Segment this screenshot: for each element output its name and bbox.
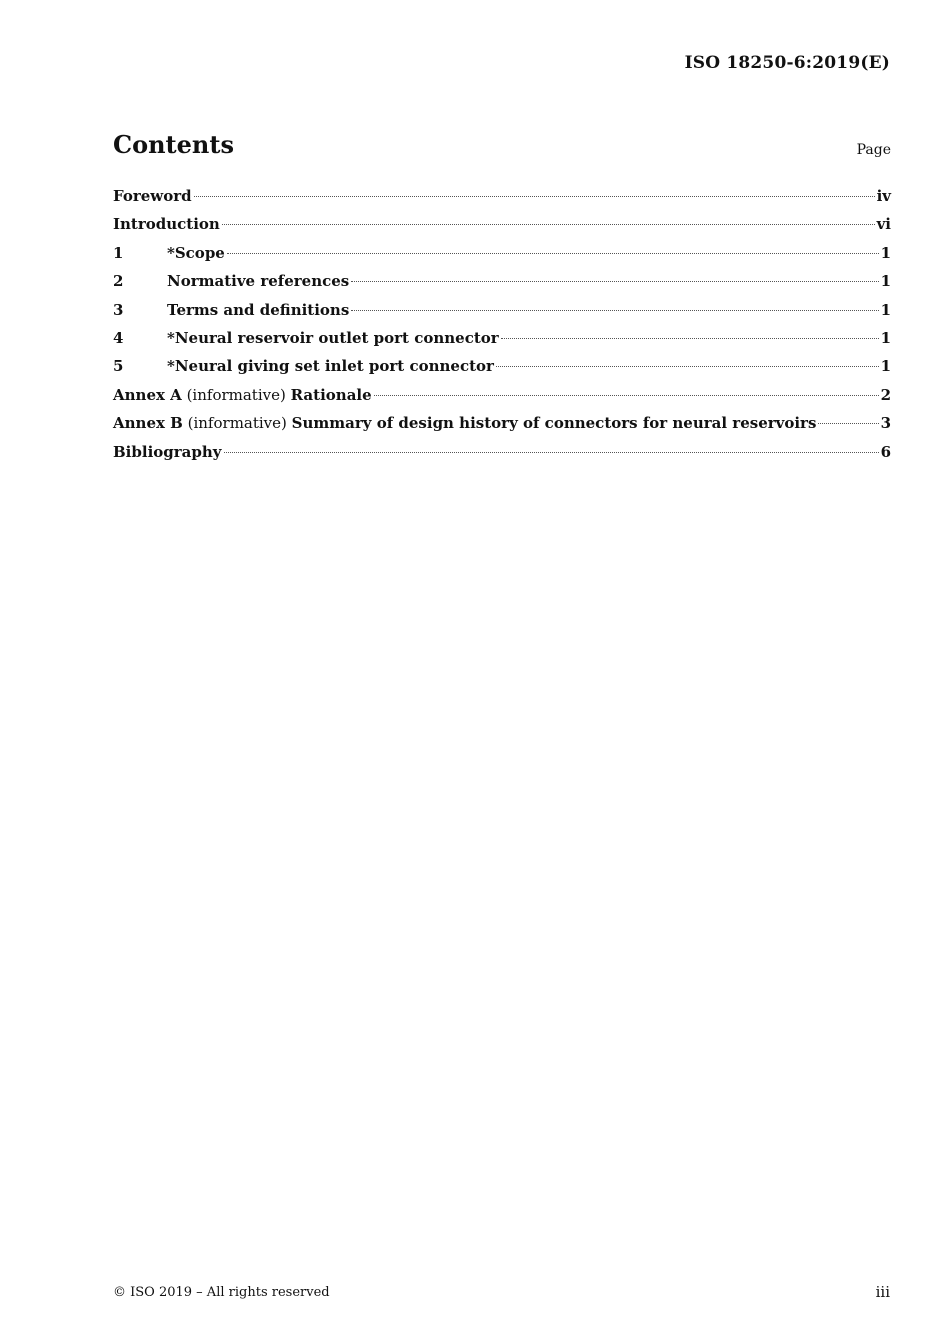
- toc-entry-text: [167, 241, 225, 265]
- toc-entry-text: [113, 383, 372, 407]
- dot-leader: [194, 196, 875, 197]
- toc-annex-label: Annex A: [113, 385, 182, 404]
- toc-entry-title: *Scope: [167, 243, 225, 262]
- toc-entry-title: Terms and definitions: [167, 300, 350, 319]
- toc-annex-qualifier: (informative): [186, 385, 286, 404]
- dot-leader: [351, 310, 878, 311]
- toc-entry-page: 3: [880, 414, 891, 433]
- dot-leader: [227, 253, 879, 254]
- toc-annex-qualifier: (informative): [187, 414, 287, 433]
- toc-entry-page: vi: [876, 215, 891, 234]
- toc-entry-number: 5: [113, 357, 124, 376]
- toc-entry-number: 3: [113, 300, 124, 319]
- toc-entry-page: 1: [880, 328, 891, 347]
- toc-entry[interactable]: [113, 326, 891, 354]
- toc-entry-page: 2: [880, 385, 891, 404]
- toc-entry-text: [113, 212, 220, 236]
- toc-entry-text: [167, 269, 349, 293]
- dot-leader: [222, 224, 875, 225]
- toc-entry-text: [113, 411, 816, 435]
- toc-entry[interactable]: [113, 212, 891, 240]
- toc-entry-page: 1: [880, 272, 891, 291]
- toc-entry-title: Introduction: [113, 215, 220, 234]
- toc-entry-number: 4: [113, 328, 124, 347]
- toc-entry-text: [167, 354, 494, 378]
- contents-header: [113, 130, 891, 170]
- dot-leader: [374, 395, 879, 396]
- toc-entry-page: iv: [876, 187, 891, 205]
- toc-entry-page: 1: [880, 357, 891, 376]
- toc-entry-page: 6: [880, 442, 891, 461]
- toc-entry-title: *Neural reservoir outlet port connector: [167, 328, 499, 347]
- toc-entry-text: [167, 326, 499, 350]
- toc-entry-text: [113, 184, 192, 208]
- toc-entry-title: *Neural giving set inlet port connector: [167, 357, 494, 376]
- toc-entry-title: Foreword: [113, 187, 192, 205]
- toc-entry[interactable]: [113, 184, 891, 212]
- toc-annex-label: Annex B: [113, 414, 183, 433]
- toc-entry-number: 1: [113, 243, 124, 262]
- toc-entry-title: Rationale: [290, 385, 372, 404]
- copyright-notice: © ISO 2019 – All rights reserved: [113, 1285, 330, 1300]
- page-column-label: Page: [856, 142, 891, 158]
- page-number: iii: [875, 1283, 890, 1301]
- dot-leader: [818, 423, 878, 424]
- toc-entry-page: 1: [880, 243, 891, 262]
- dot-leader: [351, 281, 878, 282]
- table-of-contents: [113, 184, 891, 468]
- toc-entry-text: [113, 440, 222, 464]
- toc-entry[interactable]: [113, 269, 891, 297]
- toc-entry-title: Normative references: [167, 272, 350, 291]
- toc-entry[interactable]: [113, 298, 891, 326]
- toc-entry-page: 1: [880, 300, 891, 319]
- toc-entry[interactable]: [113, 241, 891, 269]
- document-id: ISO 18250-6:2019(E): [684, 53, 890, 73]
- toc-entry[interactable]: [113, 354, 891, 382]
- toc-entry-number: 2: [113, 272, 124, 291]
- dot-leader: [224, 452, 879, 453]
- dot-leader: [496, 366, 879, 367]
- toc-entry-title: Bibliography: [113, 442, 222, 461]
- toc-entry-text: [167, 298, 349, 322]
- dot-leader: [501, 338, 879, 339]
- toc-entry[interactable]: [113, 383, 891, 411]
- toc-entry-title: Summary of design history of connectors for neural reservoirs: [291, 414, 817, 433]
- toc-entry[interactable]: [113, 440, 891, 468]
- contents-title: Contents: [113, 130, 234, 159]
- toc-entry[interactable]: [113, 411, 891, 439]
